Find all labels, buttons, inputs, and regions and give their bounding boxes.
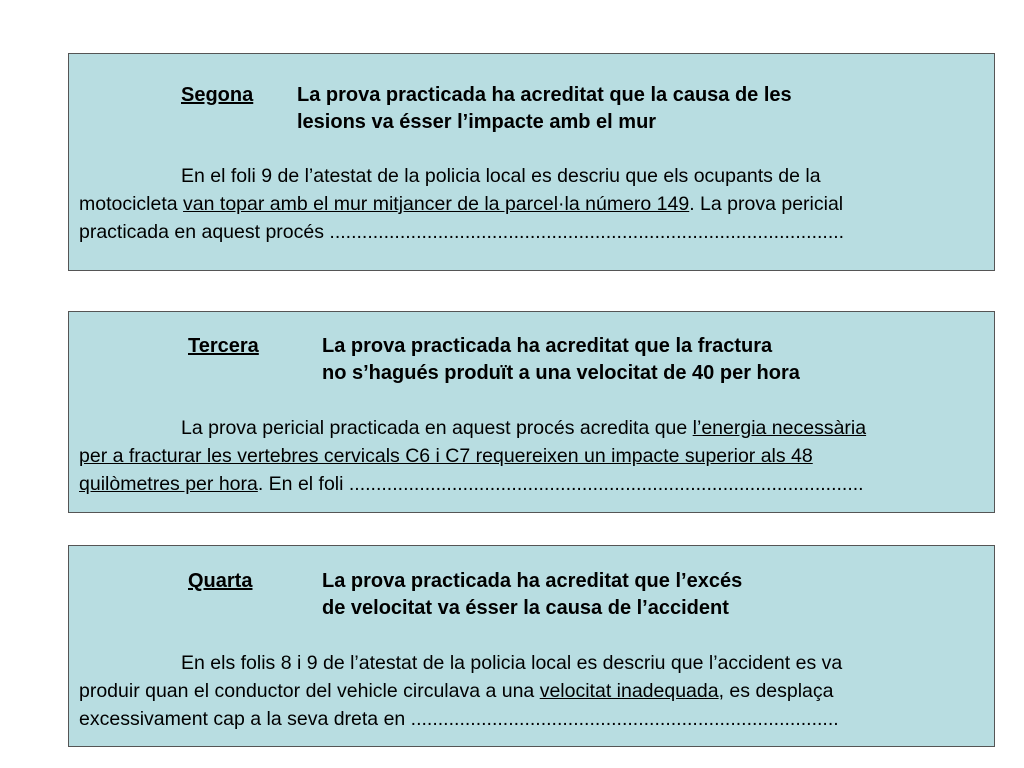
- section-title: [297, 82, 792, 136]
- body-line: excessivament cap a la seva dreta en ...............................................................................: [79, 708, 839, 730]
- section-title: [322, 568, 742, 622]
- underlined-text: l’energia necessària: [692, 417, 867, 439]
- body-line: [79, 677, 985, 705]
- title-line: La prova practicada ha acreditat que la causa de les: [297, 84, 792, 106]
- title-line: La prova practicada ha acreditat que la fractura: [322, 335, 773, 357]
- body-text-segment: La prova pericial practicada en aquest procés acredita que: [181, 417, 693, 439]
- title-line: La prova practicada ha acreditat que l’excés: [322, 570, 743, 592]
- body-line: En els folis 8 i 9 de l’atestat de la policia local es descriu que l’accident es va: [181, 652, 843, 674]
- underlined-text: quilòmetres per hora: [79, 473, 258, 495]
- body-line: [79, 414, 985, 442]
- title-line: lesions va ésser l’impacte amb el mur: [297, 111, 657, 133]
- body-line: [79, 470, 985, 498]
- underlined-text: per a fracturar les vertebres cervicals C6 i C7 requereixen un impacte superior als 48: [79, 445, 813, 467]
- section-body: [79, 414, 985, 498]
- body-line: [79, 190, 985, 218]
- section-tercera: [68, 311, 995, 513]
- section-body: [79, 162, 985, 246]
- section-label: Tercera: [188, 335, 259, 357]
- body-text-segment: produir quan el conductor del vehicle circulava a una: [79, 680, 540, 702]
- section-label: Quarta: [188, 570, 253, 592]
- body-line: En el foli 9 de l’atestat de la policia local es descriu que els ocupants de la: [181, 165, 821, 187]
- section-label: Segona: [181, 84, 254, 106]
- section-title: [322, 333, 800, 387]
- body-text-segment: motocicleta: [79, 193, 184, 215]
- section-body: [79, 649, 985, 733]
- section-heading: [181, 82, 881, 138]
- section-quarta: [68, 545, 995, 747]
- title-line: de velocitat va ésser la causa de l’accident: [322, 597, 729, 619]
- body-text-segment: . En el foli ...............................................................................................: [257, 473, 864, 495]
- body-line: [79, 442, 985, 470]
- section-heading: [188, 568, 888, 624]
- body-text-segment: , es desplaça: [718, 680, 834, 702]
- section-heading: [188, 333, 888, 389]
- body-text-segment: . La prova pericial: [689, 193, 844, 215]
- body-line: practicada en aquest procés ...............................................................................................: [79, 221, 845, 243]
- underlined-text: van topar amb el mur mitjancer de la parcel·la número 149: [183, 193, 690, 215]
- title-line: no s’hagués produït a una velocitat de 40 per hora: [322, 362, 800, 384]
- section-segona: [68, 53, 995, 271]
- underlined-text: velocitat inadequada: [539, 680, 719, 702]
